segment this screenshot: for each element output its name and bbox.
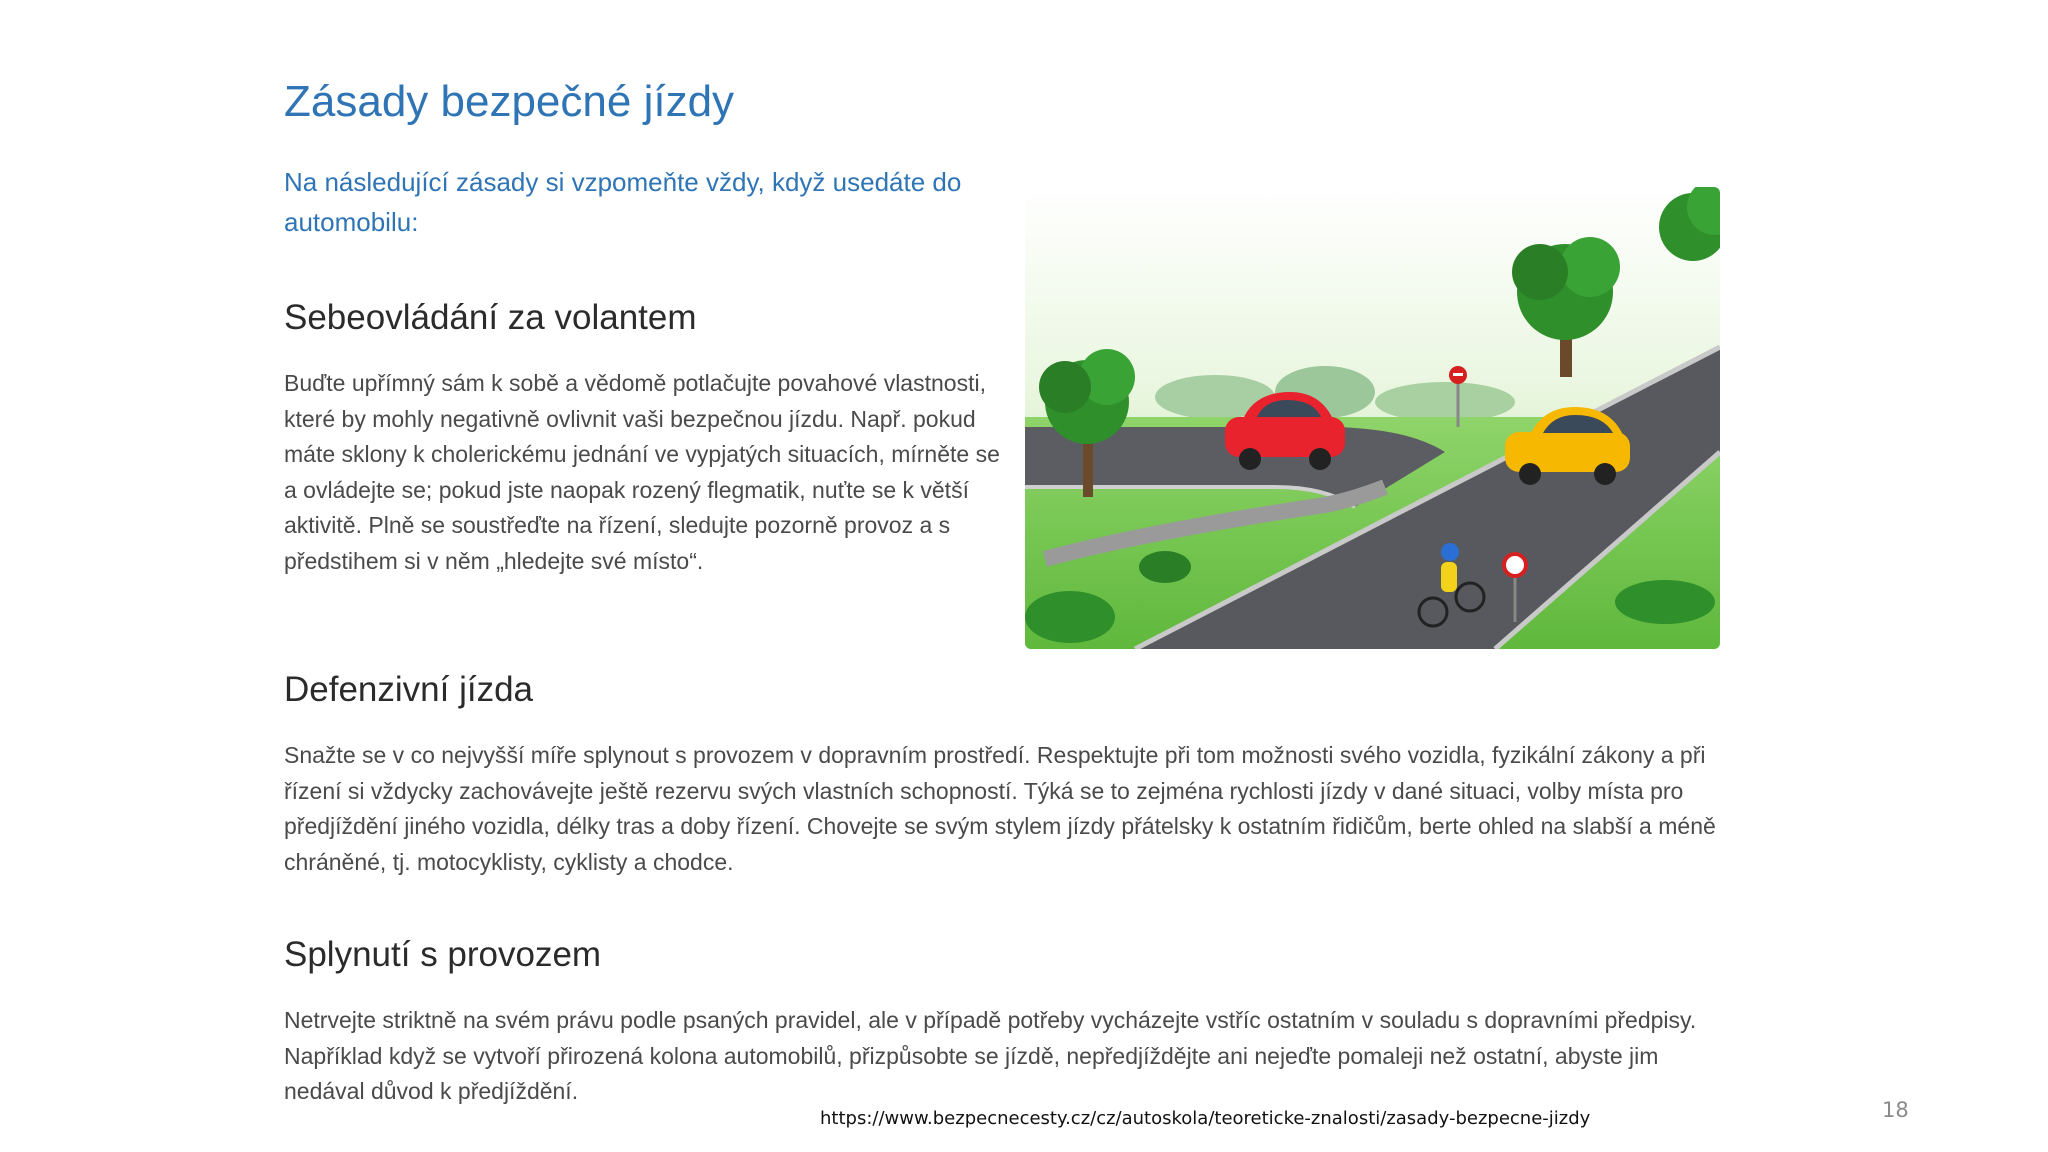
section-heading-defensive-driving: Defenzivní jízda	[284, 670, 534, 709]
road-scene-image	[1025, 187, 1720, 649]
section-text-defensive-driving: Snažte se v co nejvyšší míře splynout s provozem v dopravním prostředí. Respektujte při tom možnosti svého vozidla, fyzikální zákony a při řízení si vždycky zachovávejte ještě rezervu svých vlastních schopností. Týká se to zejména rychlosti jízdy v dané situaci, volby místa pro předjíždění jiného vozidla, délky tras a doby řízení. Chovejte se svým stylem jízdy přátelsky k ostatním řidičům, berte ohled na slabší a méně chráněné, tj. motocyklisty, cyklisty a chodce.	[284, 742, 1716, 875]
intro-text: Na následující zásady si vzpomeňte vždy, když usedáte do automobilu:	[284, 167, 962, 237]
section-heading-blending-with-traffic: Splynutí s provozem	[284, 935, 602, 974]
slide-title: Zásady bezpečné jízdy	[284, 77, 735, 126]
section-text-self-control: Buďte upřímný sám k sobě a vědomě potlačujte povahové vlastnosti, které by mohly negativně ovlivnit vaši bezpečnou jízdu. Např. pokud máte sklony k cholerickému jednání ve vypjatých situacích, mírněte se a ovládejte se; pokud jste naopak rozený flegmatik, nuťte se k větší aktivitě. Plně se soustřeďte na řízení, sledujte pozorně provoz a s předstihem si v něm „hledejte své místo“.	[284, 370, 1000, 574]
section-heading-self-control: Sebeovládání za volantem	[284, 298, 697, 337]
page-number: 18	[1882, 1098, 1909, 1122]
section-text-blending-with-traffic: Netrvejte striktně na svém právu podle psaných pravidel, ale v případě potřeby vycházejte vstříc ostatním v souladu s dopravními předpisy. Například když se vytvoří přirozená kolona automobilů, přizpůsobte se jízdě, nepředjíždějte ani nejeďte pomaleji než ostatní, abyste jim nedával důvod k předjíždění.	[284, 1007, 1697, 1104]
road-illustration	[1025, 187, 1720, 649]
source-url[interactable]: https://www.bezpecnecesty.cz/cz/autoskola/teoreticke-znalosti/zasady-bezpecne-jizdy	[820, 1108, 1591, 1129]
